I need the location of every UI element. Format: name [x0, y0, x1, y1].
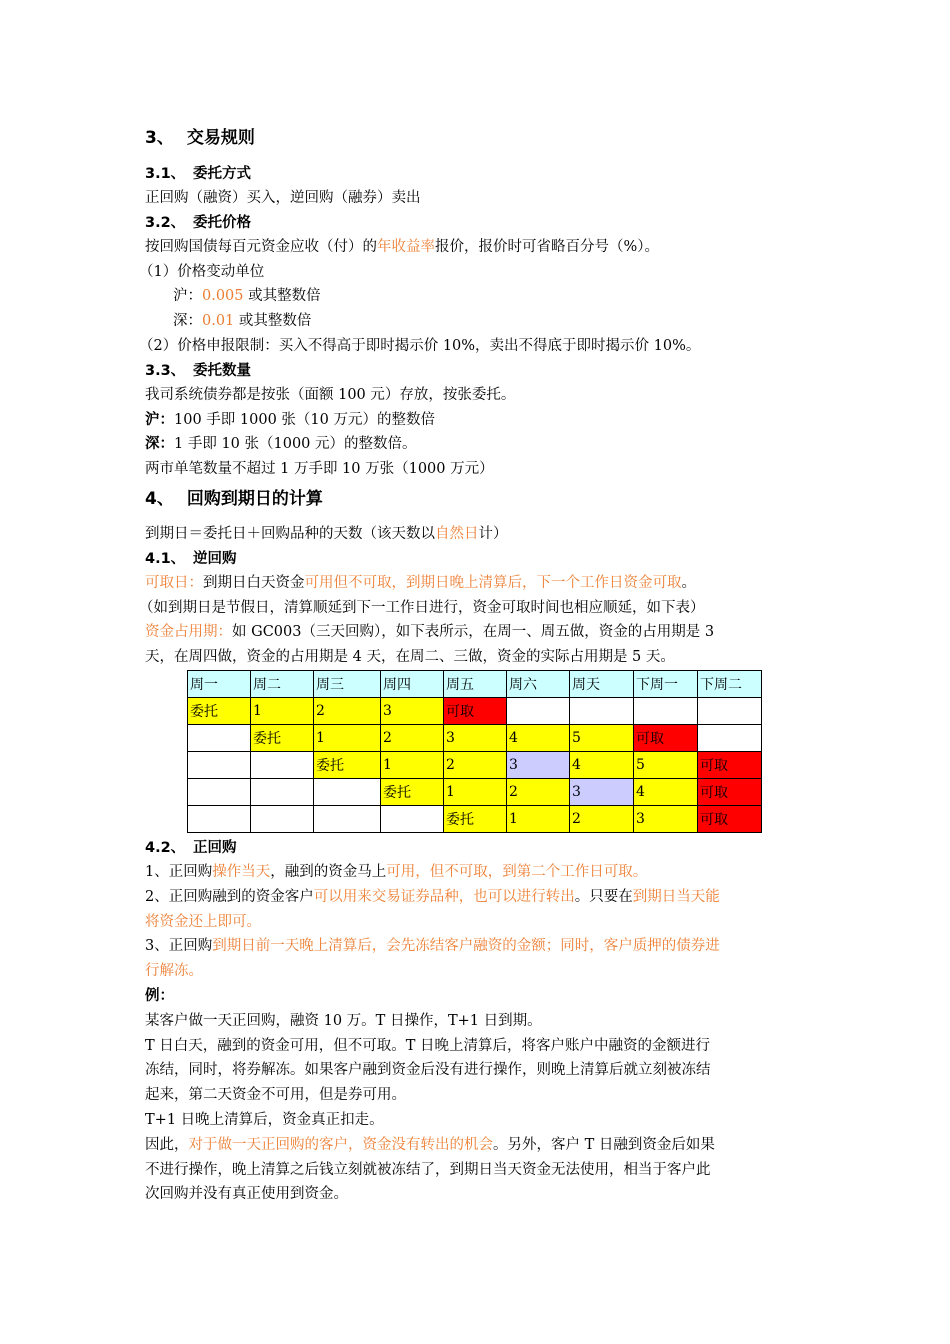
table-cell	[314, 778, 381, 805]
table-cell: 2	[314, 697, 381, 724]
table-cell	[188, 805, 251, 832]
table-cell: 1	[314, 724, 381, 751]
price-tick-shenzhen: 深：0.01 或其整数倍	[173, 313, 312, 330]
table-cell: 可取	[634, 724, 698, 751]
table-cell	[188, 724, 251, 751]
quantity-max: 两市单笔数量不超过 1 万手即 10 万张（1000 万元）	[145, 461, 494, 478]
table-cell	[251, 778, 314, 805]
table-row	[188, 697, 762, 724]
table-cell	[698, 724, 762, 751]
section-3-2-heading: 3.2、 委托价格	[145, 214, 251, 231]
table-cell	[314, 805, 381, 832]
table-row	[188, 805, 762, 832]
maturity-formula: 到期日＝委托日＋回购品种的天数（该天数以自然日计）	[145, 525, 508, 542]
example-p8: 次回购并没有真正使用到资金。	[145, 1186, 348, 1203]
table-header-row	[188, 670, 762, 697]
repo-calendar-table	[187, 670, 762, 833]
table-cell	[570, 697, 634, 724]
example-label: 例：	[145, 986, 174, 1004]
table-cell	[381, 805, 444, 832]
section-3-1-heading: 3.1、 委托方式	[145, 166, 251, 182]
table-cell: 委托	[444, 805, 507, 832]
withdrawable-day: 可取日：到期日白天资金可用但不可取，到期日晚上清算后，下一个工作日资金可取。	[145, 574, 696, 591]
price-tick-heading: （1）价格变动单位	[139, 263, 265, 280]
table-row	[188, 751, 762, 778]
fund-occupation-cont: 天，在周四做，资金的占用期是 4 天，在周二、三做，资金的实际占用期是 5 天。	[145, 649, 675, 666]
quantity-shanghai: 沪：100 手即 1000 张（10 万元）的整数倍	[145, 410, 435, 428]
header-cell: 周六	[507, 670, 570, 697]
price-quote-rule: 按回购国债每百元资金应收（付）的年收益率报价，报价时可省略百分号（%）。	[145, 238, 660, 255]
section-4-1-heading: 4.1、 逆回购	[145, 550, 237, 567]
table-cell: 可取	[698, 778, 762, 805]
table-cell	[507, 697, 570, 724]
header-cell: 下周一	[634, 670, 698, 697]
table-cell: 2	[381, 724, 444, 751]
table-cell: 2	[444, 751, 507, 778]
price-limit-rule: （2）价格申报限制：买入不得高于即时揭示价 10%，卖出不得底于即时揭示价 10%。	[139, 337, 701, 354]
table-cell: 5	[634, 751, 698, 778]
table-cell: 3	[634, 805, 698, 832]
example-p1: 某客户做一天正回购，融资 10 万。T 日操作，T+1 日到期。	[145, 1012, 542, 1029]
table-cell: 4	[634, 778, 698, 805]
table-cell	[698, 697, 762, 724]
holiday-note: （如到期日是节假日，清算顺延到下一工作日进行，资金可取时间也相应顺延，如下表）	[139, 599, 705, 616]
table-cell: 3	[444, 724, 507, 751]
table-cell: 1	[381, 751, 444, 778]
example-p4: 起来，第二天资金不可用，但是券可用。	[145, 1087, 406, 1104]
table-cell: 3	[507, 751, 570, 778]
header-cell: 周五	[444, 670, 507, 697]
table-row	[188, 778, 762, 805]
quantity-rule: 我司系统债券都是按张（面额 100 元）存放，按张委托。	[145, 386, 516, 403]
example-p6: 因此，对于做一天正回购的客户，资金没有转出的机会。另外，客户 T 日融到资金后如果	[145, 1136, 715, 1153]
table-cell: 1	[444, 778, 507, 805]
document-page	[139, 118, 815, 1207]
table-cell: 委托	[188, 697, 251, 724]
table-cell	[188, 778, 251, 805]
section-3-3-heading: 3.3、 委托数量	[145, 362, 251, 379]
example-p5: T+1 日晚上清算后，资金真正扣走。	[145, 1111, 384, 1128]
price-tick-shanghai: 沪：0.005 或其整数倍	[173, 288, 321, 305]
section-3-1-text: 正回购（融资）买入，逆回购（融券）卖出	[145, 190, 421, 206]
calendar-table-wrap	[145, 670, 815, 836]
section-4-heading: 4、 回购到期日的计算	[145, 488, 323, 509]
table-cell: 3	[381, 697, 444, 724]
table-cell: 2	[570, 805, 634, 832]
header-cell: 周二	[251, 670, 314, 697]
table-cell: 4	[570, 751, 634, 778]
table-cell: 4	[507, 724, 570, 751]
header-cell: 周三	[314, 670, 381, 697]
table-cell: 可取	[698, 805, 762, 832]
repo-point-2-cont: 将资金还上即可。	[145, 913, 261, 930]
table-cell: 5	[570, 724, 634, 751]
table-cell	[251, 751, 314, 778]
table-cell	[188, 751, 251, 778]
repo-point-3: 3、正回购到期日前一天晚上清算后，会先冻结客户融资的金额；同时，客户质押的债券进	[145, 938, 720, 955]
table-cell: 可取	[444, 697, 507, 724]
table-cell: 委托	[251, 724, 314, 751]
section-3-heading: 3、 交易规则	[145, 128, 255, 148]
header-cell: 周一	[188, 670, 251, 697]
example-p7: 不进行操作，晚上清算之后钱立刻就被冻结了，到期日当天资金无法使用，相当于客户此	[145, 1161, 711, 1178]
table-cell	[251, 805, 314, 832]
example-p2: T 日白天，融到的资金可用，但不可取。T 日晚上清算后，将客户账户中融资的金额进行	[145, 1037, 711, 1054]
table-cell: 委托	[381, 778, 444, 805]
quantity-shenzhen: 深：1 手即 10 张（1000 元）的整数倍。	[145, 435, 417, 453]
repo-point-2: 2、正回购融到的资金客户可以用来交易证券品种，也可以进行转出。只要在到期日当天能	[145, 888, 720, 905]
header-cell: 下周二	[698, 670, 762, 697]
example-p3: 冻结，同时，将券解冻。如果客户融到资金后没有进行操作，则晚上清算后就立刻被冻结	[145, 1062, 711, 1079]
table-cell: 1	[251, 697, 314, 724]
table-row	[188, 724, 762, 751]
header-cell: 周四	[381, 670, 444, 697]
repo-point-3-cont: 行解冻。	[145, 963, 203, 980]
table-cell	[634, 697, 698, 724]
fund-occupation: 资金占用期：如 GC003（三天回购），如下表所示，在周一、周五做，资金的占用期是 3	[145, 624, 715, 641]
table-cell: 1	[507, 805, 570, 832]
repo-point-1: 1、正回购操作当天，融到的资金马上可用，但不可取，到第二个工作日可取。	[145, 863, 648, 880]
table-cell: 2	[507, 778, 570, 805]
table-cell: 3	[570, 778, 634, 805]
header-cell: 周天	[570, 670, 634, 697]
table-cell: 可取	[698, 751, 762, 778]
table-cell: 委托	[314, 751, 381, 778]
section-4-2-heading: 4.2、 正回购	[145, 839, 237, 856]
